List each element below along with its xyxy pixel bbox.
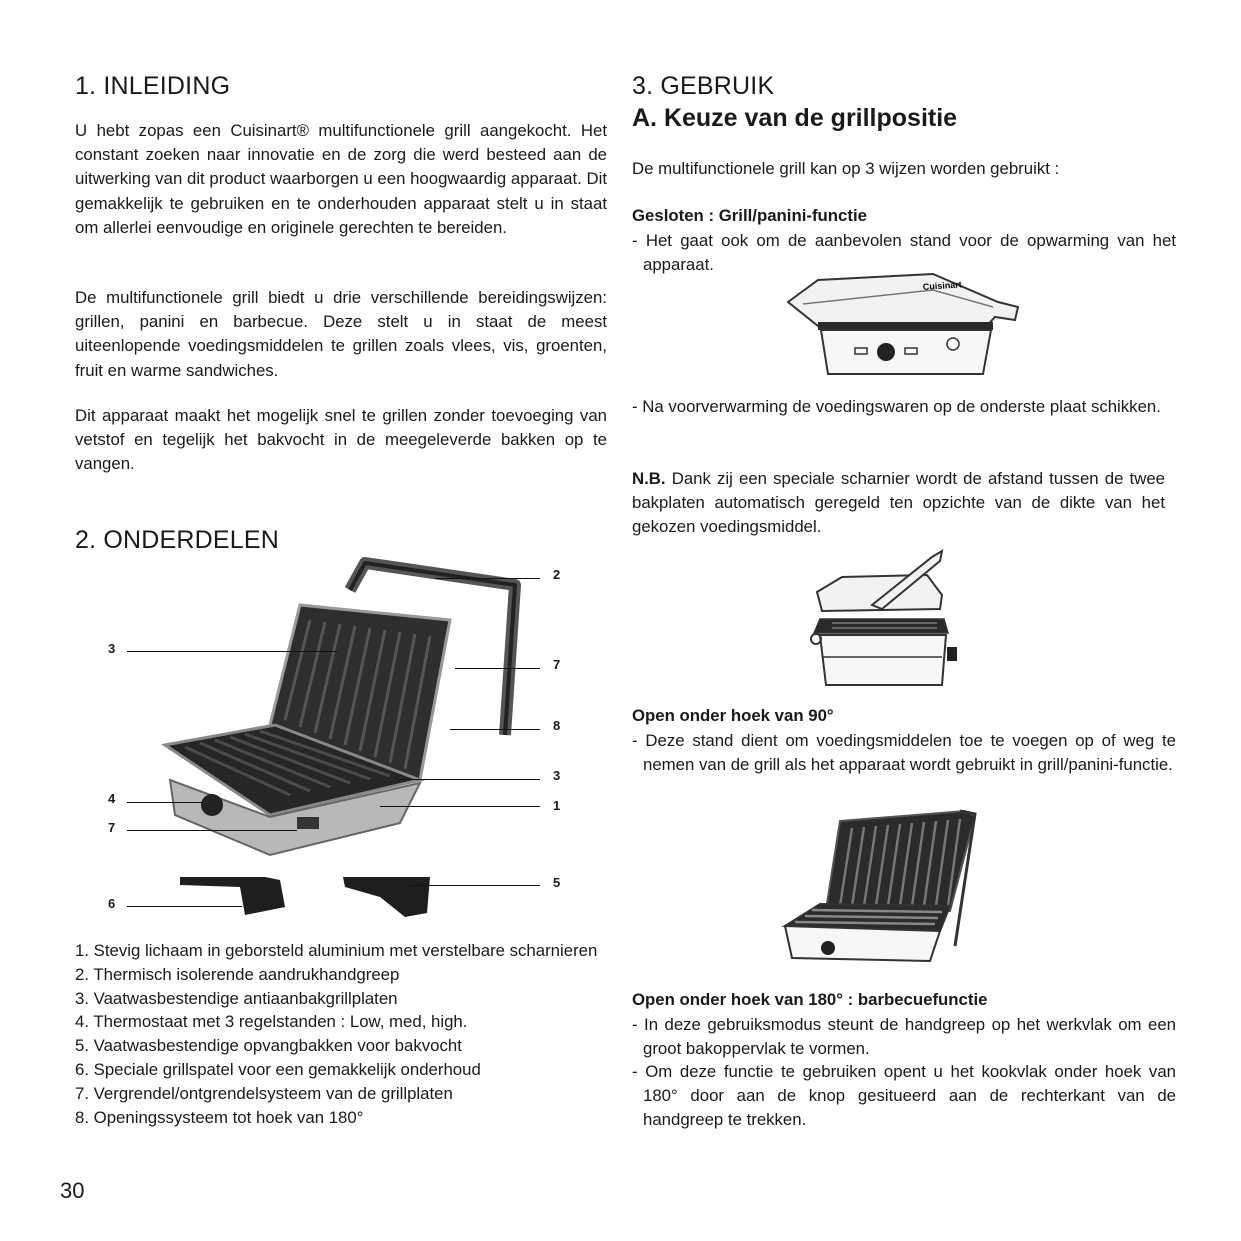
parts-list-item: 8. Openingssysteem tot hoek van 180° [75,1107,364,1127]
spatula-drawing [180,877,285,915]
parts-list-item: 3. Vaatwasbestendige antiaanbakgrillplaten [75,988,398,1008]
open-180-note-2: - Om deze functie te gebruiken opent u het kookvlak onder hoek van 180° door aan de knop gesitueerd aan de rechterkant van de handgreep te trekken. [632,1062,1176,1129]
page-number: 30 [60,1178,85,1203]
thermostat-knob-drawing [201,794,223,816]
callout-4: 4 [108,791,116,806]
callout-7-left: 7 [108,820,116,835]
parts-list-item: 5. Vaatwasbestendige opvangbakken voor bakvocht [75,1036,462,1056]
open-90-heading: Open onder hoek van 90° [632,706,834,725]
callout-3-bottom: 3 [553,768,561,783]
brand-logo-text: Cuisinart [922,279,963,292]
intro-paragraph-2: De multifunctionele grill biedt u drie verschillende bereidingswijzen: grillen, panini en barbecue. Deze stelt u in staat de meest uiteenlopende voedingsmiddelen te grillen zoals vlees, vis, groenten, fruit en warme sandwiches. [75,288,607,380]
parts-list-item: 4. Thermostaat met 3 regelstanden : Low, med, high. [75,1012,468,1032]
nb-paragraph [632,467,1165,540]
parts-list-item: 2. Thermisch isolerende aandrukhandgreep [75,964,400,984]
open-180-note-1: - In deze gebruiksmodus steunt de handgreep op het werkvlak om een groot bakoppervlak te vormen. [632,1015,1176,1058]
section-title-parts: 2. ONDERDELEN [75,526,280,554]
open-180-heading: Open onder hoek van 180° : barbecuefunctie [632,990,988,1009]
section-title-usage: 3. GEBRUIK [632,72,775,100]
grill-parts-illustration [75,555,595,935]
drip-tray-drawing [343,877,430,917]
nb-text: Dank zij een speciale scharnier wordt de afstand tussen de twee bakplaten automatisch geregeld ten opzichte van de dikte van het gekozen voedingsmiddel. [632,469,1165,537]
callout-5: 5 [553,875,561,890]
callout-3-top: 3 [108,641,116,656]
closed-grill-illustration [783,272,1023,382]
open-90-note: - Deze stand dient om voedingsmiddelen toe te voegen op of weg te nemen van de grill als het apparaat wordt gebruikt in grill/panini-functie. [632,731,1176,774]
open-90-grill-illustration [780,806,980,966]
parts-list-item: 7. Vergrendel/ontgrendelsysteem van de grillplaten [75,1083,453,1103]
callout-6: 6 [108,896,116,911]
adjustable-hinge-illustration [802,547,962,692]
callout-2: 2 [553,567,561,582]
usage-intro: De multifunctionele grill kan op 3 wijzen worden gebruikt : [632,159,1060,178]
subsection-title-grill-position: A. Keuze van de grillpositie [632,104,958,132]
callout-8: 8 [553,718,561,733]
parts-list-item: 6. Speciale grillspatel voor een gemakkelijk onderhoud [75,1059,481,1079]
parts-list [75,939,607,1129]
parts-list-item: 1. Stevig lichaam in geborsteld aluminium met verstelbare scharnieren [75,941,598,960]
nb-label: N.B. [632,469,666,488]
intro-paragraph-1: U hebt zopas een Cuisinart® multifunctionele grill aangekocht. Het constant zoeken naar innovatie en de zorg die werd besteed aan de uitwerking van dit product waarborgen u een hoogwaardig apparaat. Dit gemakkelijk te gebruiken en te onderhouden apparaat stelt u in staat om allerlei eenvoudige en originele gerechten te bereiden. [75,121,607,237]
callout-1: 1 [553,798,561,813]
closed-position-note-1: - Het gaat ook om de aanbevolen stand voor de opwarming van het apparaat. [632,231,1176,274]
section-title-introduction: 1. INLEIDING [75,72,231,100]
closed-position-heading: Gesloten : Grill/panini-functie [632,206,867,225]
intro-paragraph-3: Dit apparaat maakt het mogelijk snel te grillen zonder toevoeging van vetstof en tegelijk het bakvocht in de meegeleverde bakken op te vangen. [75,406,607,474]
closed-position-note-2: - Na voorverwarming de voedingswaren op de onderste plaat schikken. [632,397,1161,416]
callout-7-right: 7 [553,657,561,672]
